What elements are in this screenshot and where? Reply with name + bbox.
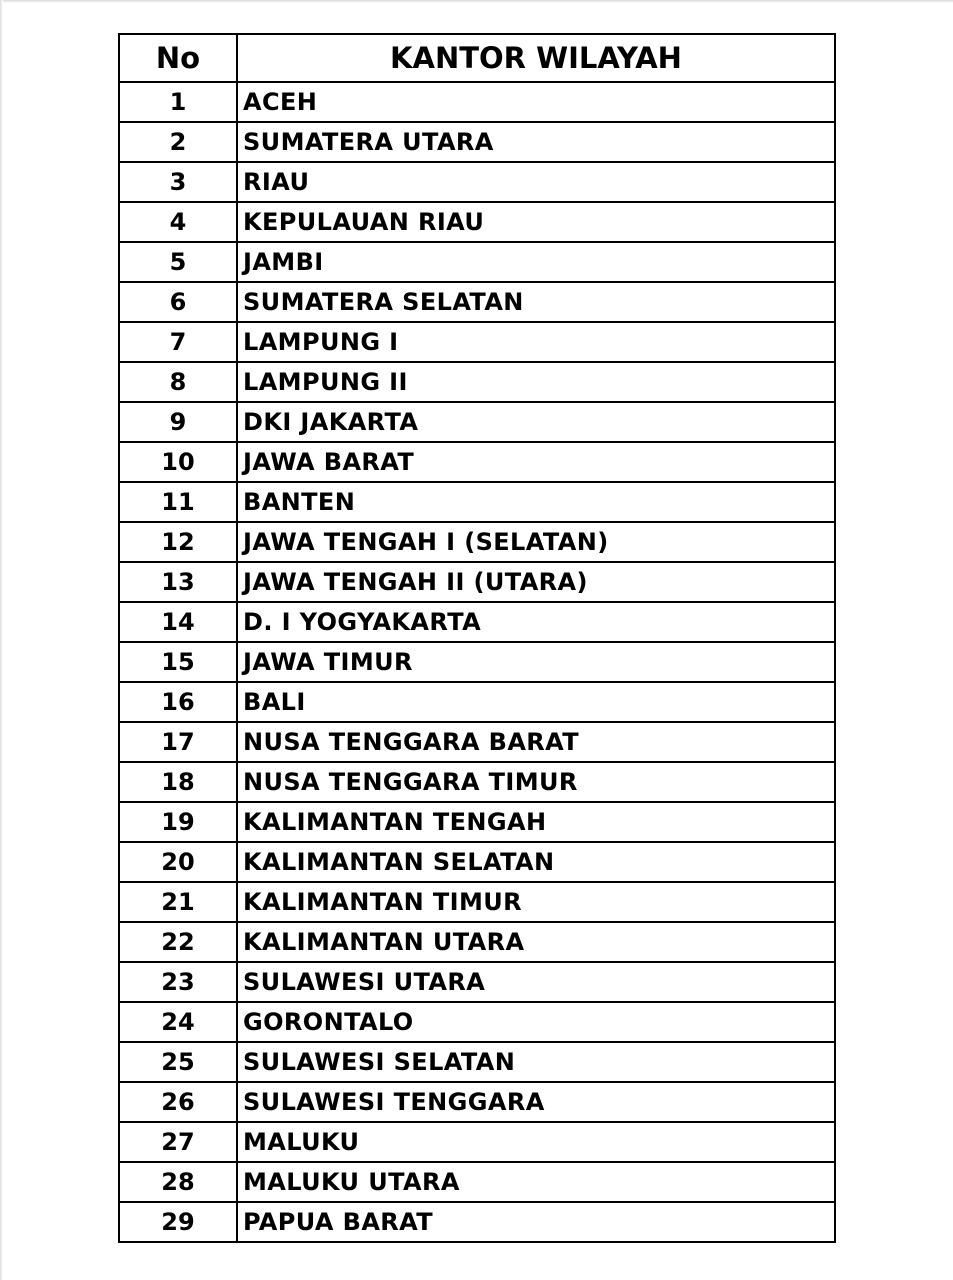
row-number: 25 — [119, 1042, 237, 1082]
row-kantor-wilayah: GORONTALO — [237, 1002, 835, 1042]
row-kantor-wilayah: JAWA TENGAH II (UTARA) — [237, 562, 835, 602]
table-row — [119, 442, 835, 482]
table-row — [119, 82, 835, 122]
row-kantor-wilayah: NUSA TENGGARA TIMUR — [237, 762, 835, 802]
row-number: 23 — [119, 962, 237, 1002]
row-kantor-wilayah: D. I YOGYAKARTA — [237, 602, 835, 642]
row-number: 17 — [119, 722, 237, 762]
table-header — [119, 34, 835, 82]
table-row — [119, 362, 835, 402]
row-number: 29 — [119, 1202, 237, 1242]
row-kantor-wilayah: KALIMANTAN TIMUR — [237, 882, 835, 922]
table-row — [119, 1122, 835, 1162]
row-number: 22 — [119, 922, 237, 962]
row-kantor-wilayah: KALIMANTAN TENGAH — [237, 802, 835, 842]
table-row — [119, 162, 835, 202]
table-row — [119, 922, 835, 962]
row-kantor-wilayah: MALUKU UTARA — [237, 1162, 835, 1202]
table-body — [119, 82, 835, 1242]
table-row — [119, 802, 835, 842]
row-number: 14 — [119, 602, 237, 642]
table-row — [119, 482, 835, 522]
row-kantor-wilayah: KALIMANTAN SELATAN — [237, 842, 835, 882]
row-number: 7 — [119, 322, 237, 362]
row-number: 26 — [119, 1082, 237, 1122]
table-row — [119, 242, 835, 282]
row-kantor-wilayah: PAPUA BARAT — [237, 1202, 835, 1242]
row-number: 21 — [119, 882, 237, 922]
row-kantor-wilayah: KALIMANTAN UTARA — [237, 922, 835, 962]
page-edge-left — [0, 0, 3, 1280]
row-kantor-wilayah: SULAWESI SELATAN — [237, 1042, 835, 1082]
row-number: 5 — [119, 242, 237, 282]
row-kantor-wilayah: JAWA BARAT — [237, 442, 835, 482]
table-row — [119, 282, 835, 322]
row-number: 1 — [119, 82, 237, 122]
row-number: 19 — [119, 802, 237, 842]
row-kantor-wilayah: MALUKU — [237, 1122, 835, 1162]
table-row — [119, 522, 835, 562]
table-row — [119, 882, 835, 922]
row-kantor-wilayah: SULAWESI TENGGARA — [237, 1082, 835, 1122]
table-row — [119, 122, 835, 162]
row-number: 4 — [119, 202, 237, 242]
row-kantor-wilayah: SUMATERA UTARA — [237, 122, 835, 162]
row-kantor-wilayah: RIAU — [237, 162, 835, 202]
row-number: 8 — [119, 362, 237, 402]
table-row — [119, 762, 835, 802]
row-number: 9 — [119, 402, 237, 442]
table-row — [119, 1042, 835, 1082]
page-edge-top — [0, 0, 953, 3]
table-row — [119, 682, 835, 722]
row-kantor-wilayah: JAWA TIMUR — [237, 642, 835, 682]
table-row — [119, 842, 835, 882]
row-number: 15 — [119, 642, 237, 682]
table-row — [119, 642, 835, 682]
row-number: 28 — [119, 1162, 237, 1202]
header-no: No — [119, 34, 237, 82]
table-row — [119, 322, 835, 362]
table-row — [119, 1082, 835, 1122]
table-row — [119, 722, 835, 762]
row-number: 6 — [119, 282, 237, 322]
row-number: 16 — [119, 682, 237, 722]
row-kantor-wilayah: JAWA TENGAH I (SELATAN) — [237, 522, 835, 562]
row-kantor-wilayah: KEPULAUAN RIAU — [237, 202, 835, 242]
header-kantor-wilayah: KANTOR WILAYAH — [237, 34, 835, 82]
table-row — [119, 962, 835, 1002]
table-row — [119, 202, 835, 242]
row-kantor-wilayah: ACEH — [237, 82, 835, 122]
row-kantor-wilayah: SULAWESI UTARA — [237, 962, 835, 1002]
row-number: 2 — [119, 122, 237, 162]
row-number: 13 — [119, 562, 237, 602]
row-number: 3 — [119, 162, 237, 202]
row-kantor-wilayah: LAMPUNG II — [237, 362, 835, 402]
kantor-wilayah-table — [118, 33, 836, 1243]
table-row — [119, 602, 835, 642]
table-row — [119, 562, 835, 602]
row-number: 24 — [119, 1002, 237, 1042]
row-number: 10 — [119, 442, 237, 482]
row-kantor-wilayah: LAMPUNG I — [237, 322, 835, 362]
row-number: 18 — [119, 762, 237, 802]
table-row — [119, 402, 835, 442]
row-number: 27 — [119, 1122, 237, 1162]
row-kantor-wilayah: BANTEN — [237, 482, 835, 522]
row-kantor-wilayah: BALI — [237, 682, 835, 722]
row-number: 12 — [119, 522, 237, 562]
row-kantor-wilayah: SUMATERA SELATAN — [237, 282, 835, 322]
table-row — [119, 1002, 835, 1042]
row-number: 11 — [119, 482, 237, 522]
row-number: 20 — [119, 842, 237, 882]
table-header-row — [119, 34, 835, 82]
table-row — [119, 1202, 835, 1242]
table-row — [119, 1162, 835, 1202]
row-kantor-wilayah: DKI JAKARTA — [237, 402, 835, 442]
row-kantor-wilayah: NUSA TENGGARA BARAT — [237, 722, 835, 762]
row-kantor-wilayah: JAMBI — [237, 242, 835, 282]
